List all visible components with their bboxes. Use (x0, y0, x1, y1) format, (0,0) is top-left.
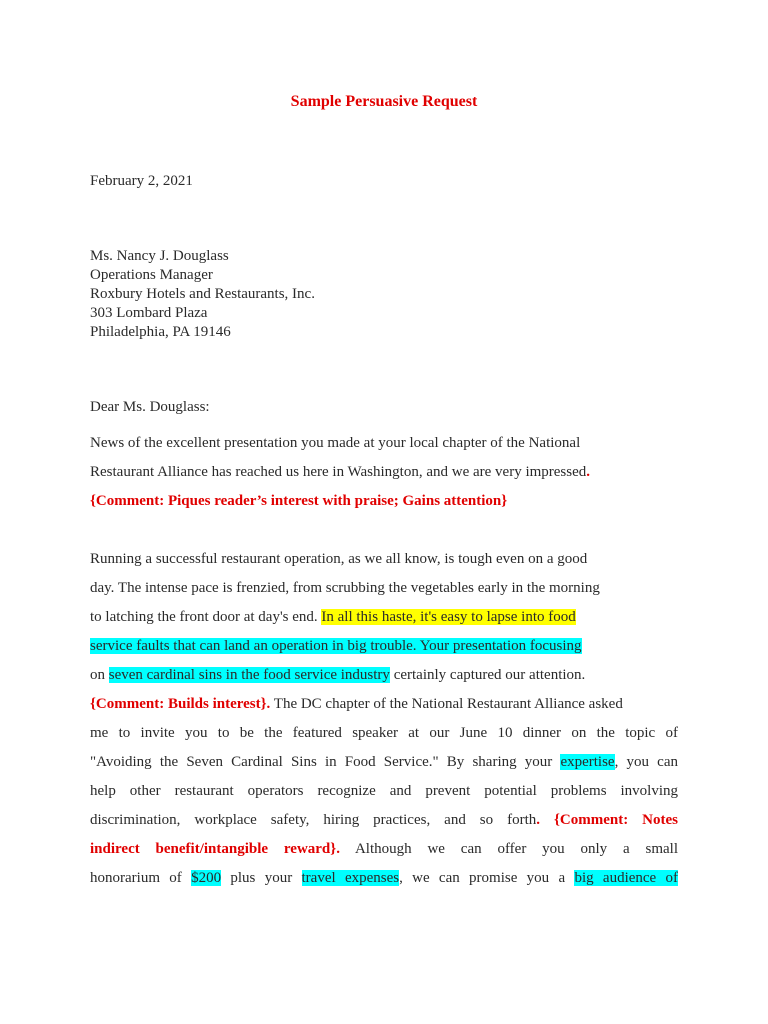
text-span: "Avoiding the Seven Cardinal Sins in Food Service." By sharing your (90, 754, 561, 770)
highlight-cyan: service faults that can land an operation in big trouble. Your presentation focusing (90, 638, 582, 654)
paragraph-line (90, 868, 678, 888)
address-line: 303 Lombard Plaza (90, 305, 208, 321)
comment-line: {Comment: Piques reader’s interest with praise; Gains attention} (90, 493, 508, 509)
text-span: to latching the front door at day's end. (90, 609, 322, 625)
text-span: The DC chapter of the National Restaurant Alliance asked (270, 696, 623, 712)
highlight-cyan: big audience of (574, 870, 678, 886)
paragraph-line (90, 752, 678, 772)
paragraph-line: News of the excellent presentation you made at your local chapter of the National (90, 435, 581, 451)
comment-span: . (336, 841, 340, 857)
text-span: , we can promise you a (399, 870, 575, 886)
address-line: Operations Manager (90, 267, 213, 283)
paragraph-line (90, 665, 585, 685)
address-line: Roxbury Hotels and Restaurants, Inc. (90, 286, 315, 302)
paragraph-line (90, 462, 590, 482)
paragraph-line: help other restaurant operators recognize and prevent potential problems involving (90, 783, 678, 799)
paragraph-line (90, 636, 582, 656)
paragraph-line (90, 810, 678, 830)
highlight-cyan: expertise (560, 754, 615, 770)
comment-span: . {Comment: Notes (536, 812, 678, 828)
document-title: Sample Persuasive Request (290, 93, 478, 110)
paragraph-line (90, 839, 678, 859)
paragraph-line: me to invite you to be the featured speaker at our June 10 dinner on the topic of (90, 725, 678, 741)
comment-span: . (586, 464, 591, 480)
paragraph-line: Running a successful restaurant operation, as we all know, is tough even on a good (90, 551, 588, 567)
letter-date: February 2, 2021 (90, 173, 193, 189)
text-span: , you can (614, 754, 678, 770)
salutation: Dear Ms. Douglass: (90, 399, 210, 415)
comment-span: {Comment: Builds interest}. (90, 696, 271, 712)
text-span: discrimination, workplace safety, hiring practices, and so forth (90, 812, 537, 828)
comment-span: indirect benefit/intangible reward} (90, 841, 337, 857)
text-span: Restaurant Alliance has reached us here in Washington, and we are very impressed (90, 464, 587, 480)
paragraph-line (90, 607, 576, 627)
text-span: certainly captured our attention. (389, 667, 586, 683)
text-span: Although we can offer you only a small (339, 841, 679, 857)
text-span: honorarium of (90, 870, 192, 886)
highlight-cyan: seven cardinal sins in the food service industry (108, 667, 390, 683)
address-line: Philadelphia, PA 19146 (90, 324, 231, 340)
highlight-yellow: In all this haste, it's easy to lapse into food (321, 609, 576, 625)
paragraph-line (90, 694, 623, 714)
text-span: on (90, 667, 109, 683)
address-line: Ms. Nancy J. Douglass (90, 248, 229, 264)
text-span: plus your (221, 870, 302, 886)
highlight-cyan: travel expenses (301, 870, 400, 886)
paragraph-line: day. The intense pace is frenzied, from scrubbing the vegetables early in the morning (90, 580, 600, 596)
highlight-cyan: $200 (191, 870, 222, 886)
